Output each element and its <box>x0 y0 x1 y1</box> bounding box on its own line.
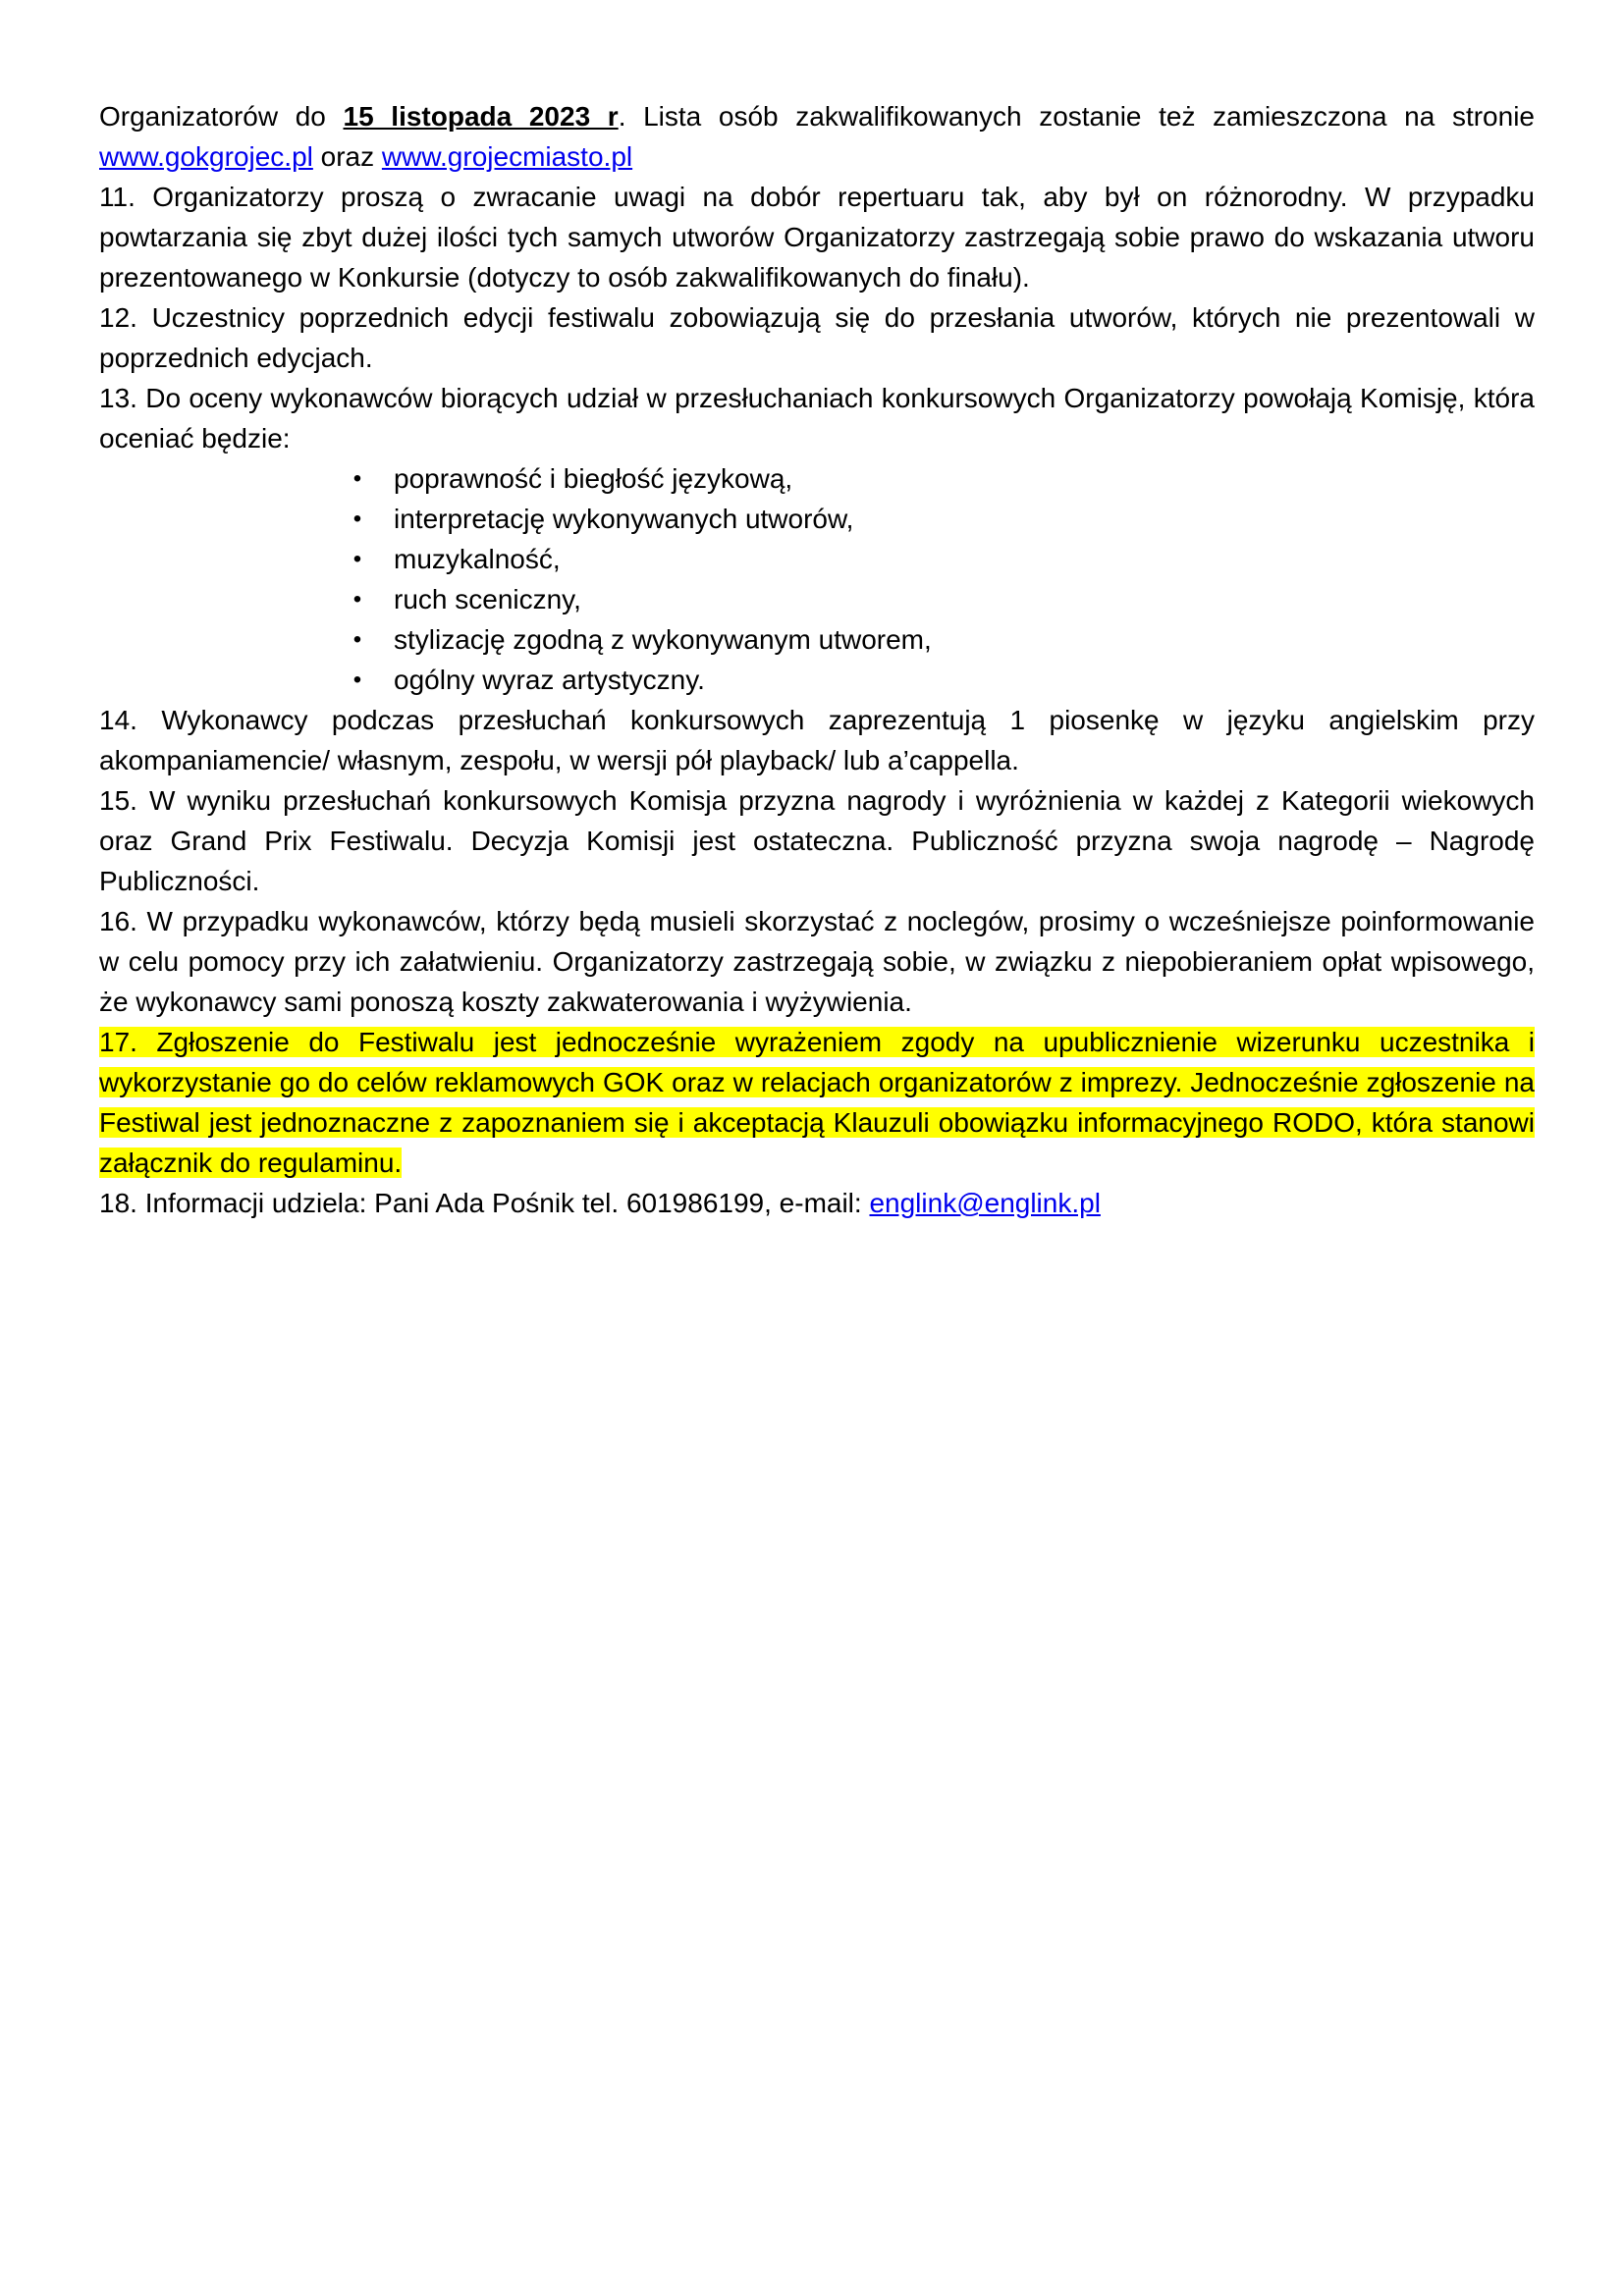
criterion-text: poprawność i biegłość językową, <box>394 463 793 494</box>
paragraph-intro <box>99 96 1535 177</box>
criterion-text: interpretację wykonywanych utworów, <box>394 504 854 534</box>
intro-text-rest: . Lista osób zakwalifikowanych zostanie też zamieszczona na stronie <box>618 101 1535 132</box>
deadline-date: 15 listopada 2023 r <box>343 101 619 132</box>
email-link[interactable]: englink@englink.pl <box>869 1188 1101 1218</box>
criterion-text: ruch sceniczny, <box>394 584 581 614</box>
evaluation-criteria-list <box>99 458 1535 700</box>
bullet-icon: • <box>352 506 362 532</box>
intro-text-oraz: oraz <box>312 141 382 172</box>
link-grojecmiasto[interactable]: www.grojecmiasto.pl <box>381 141 633 172</box>
bullet-icon: • <box>352 667 362 693</box>
list-item <box>348 458 1535 499</box>
bullet-icon: • <box>352 465 362 492</box>
bullet-icon: • <box>352 626 362 653</box>
list-item <box>348 619 1535 660</box>
paragraph-11: 11. Organizatorzy proszą o zwracanie uwagi na dobór repertuaru tak, aby był on różnorodny. W przypadku powtarzania się zbyt dużej ilości tych samych utworów Organizatorzy zastrzegają sobie prawo do wskazania utworu prezentowanego w Konkursie (dotyczy to osób zakwalifikowanych do finału). <box>99 182 1535 293</box>
list-item <box>348 579 1535 619</box>
paragraph-14: 14. Wykonawcy podczas przesłuchań konkursowych zaprezentują 1 piosenkę w języku angielskim przy akompaniamencie/ własnym, zespołu, w wersji pół playback/ lub a’cappella. <box>99 705 1535 775</box>
paragraph-18 <box>99 1183 1535 1223</box>
contact-text: 18. Informacji udziela: Pani Ada Pośnik tel. 601986199, e-mail: <box>99 1188 870 1218</box>
criterion-text: muzykalność, <box>394 544 561 574</box>
paragraph-16: 16. W przypadku wykonawców, którzy będą musieli skorzystać z noclegów, prosimy o wcześniejsze poinformowanie w celu pomocy przy ich załatwieniu. Organizatorzy zastrzegają sobie, w związku z niepobieraniem opłat wpisowego, że wykonawcy sami ponoszą koszty zakwaterowania i wyżywienia. <box>99 906 1535 1017</box>
highlighted-consent-text: 17. Zgłoszenie do Festiwalu jest jednocześnie wyrażeniem zgody na upublicznienie wizerunku uczestnika i wykorzystanie go do celów reklamowych GOK oraz w relacjach organizatorów z imprezy. Jednocześnie zgłoszenie na Festiwal jest jednoznaczne z zapoznaniem się i akceptacją Klauzuli obowiązku informacyjnego RODO, która stanowi załącznik do regulaminu. <box>99 1027 1535 1178</box>
paragraph-17-highlighted <box>99 1022 1535 1183</box>
criterion-text: ogólny wyraz artystyczny. <box>394 665 705 695</box>
list-item <box>348 499 1535 539</box>
paragraph-15: 15. W wyniku przesłuchań konkursowych Komisja przyzna nagrody i wyróżnienia w każdej z Kategorii wiekowych oraz Grand Prix Festiwalu. Decyzja Komisji jest ostateczna. Publiczność przyzna swoja nagrodę – Nagrodę Publiczności. <box>99 785 1535 896</box>
paragraph-12: 12. Uczestnicy poprzednich edycji festiwalu zobowiązują się do przesłania utworów, których nie prezentowali w poprzednich edycjach. <box>99 302 1535 373</box>
paragraph-13: 13. Do oceny wykonawców biorących udział w przesłuchaniach konkursowych Organizatorzy powołają Komisję, która oceniać będzie: <box>99 383 1535 454</box>
list-item <box>348 660 1535 700</box>
intro-text-start: Organizatorów do <box>99 101 344 132</box>
document-page <box>99 96 1535 1223</box>
criterion-text: stylizację zgodną z wykonywanym utworem, <box>394 624 932 655</box>
link-gokgrojec[interactable]: www.gokgrojec.pl <box>99 141 313 172</box>
list-item <box>348 539 1535 579</box>
bullet-icon: • <box>352 586 362 613</box>
bullet-icon: • <box>352 546 362 572</box>
